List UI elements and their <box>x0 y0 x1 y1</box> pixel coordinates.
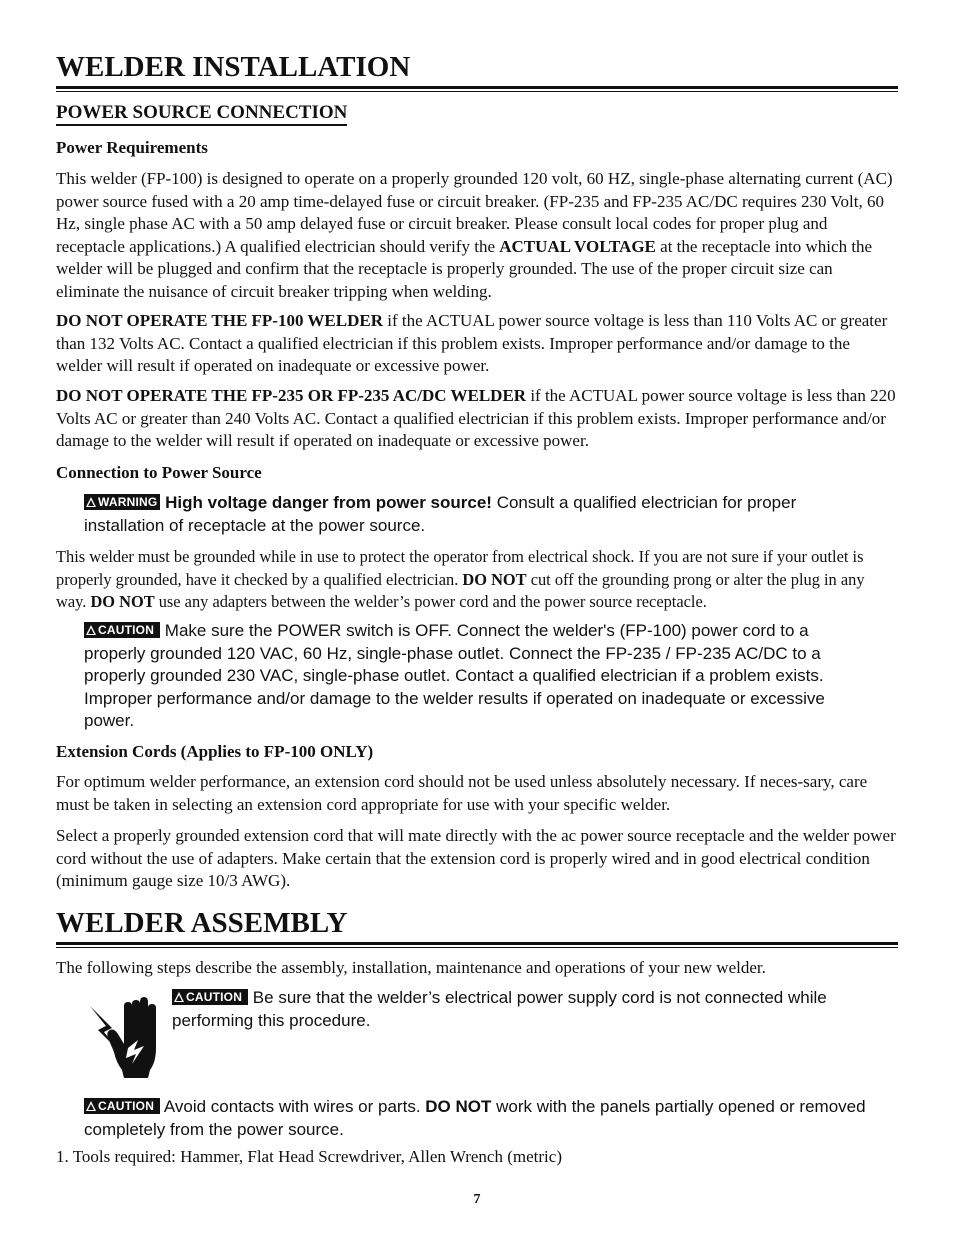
caution-3-bold: DO NOT <box>425 1097 492 1116</box>
page-title-assembly: WELDER ASSEMBLY <box>56 907 348 939</box>
step-1-tools: 1. Tools required: Hammer, Flat Head Screwdriver, Allen Wrench (metric) <box>56 1147 562 1166</box>
title-rule <box>56 86 898 92</box>
assembly-rule <box>56 942 898 948</box>
paragraph-grounding: This welder must be grounded while in use to protect the operator from electrical shock. If you are not sure if your outlet is properly grounded, have it checked by a qualified electrician. DO NOT cut off the grounding prong or alter the plug in any way. DO NOT use any adapters between the welder’s power cord and the power source receptacle. <box>56 547 865 611</box>
heading-connection: Connection to Power Source <box>56 463 262 482</box>
warning-triangle-icon <box>86 497 96 507</box>
caution-power-switch <box>84 620 874 733</box>
caution-wires <box>84 1096 874 1141</box>
page-title-installation: WELDER INSTALLATION <box>56 51 411 83</box>
caution-power-cord <box>172 987 872 1032</box>
subtitle-text: POWER SOURCE CONNECTION <box>56 103 347 126</box>
paragraph-fp100-limits: DO NOT OPERATE THE FP-100 WELDER if the ACTUAL power source voltage is less than 110 Volts AC or greater than 132 Volts AC. Contact a qualified electrician if this problem exists. Improper performance and/or damage to the welder will result if operated on inadequate or excessive power. <box>56 311 888 375</box>
caution-badge-2: CAUTION <box>172 989 248 1005</box>
paragraph-assembly-intro: The following steps describe the assembly, installation, maintenance and operations of your new welder. <box>56 958 766 977</box>
caution-badge: CAUTION <box>84 622 160 638</box>
caution-triangle-icon-2 <box>174 992 184 1002</box>
paragraph-extension-2: Select a properly grounded extension cord that will mate directly with the ac power source receptacle and the welder power cord without the use of adapters. Make certain that the extension cord is properly wired and in good electrical condition (minimum gauge size 10/3 AWG). <box>56 826 896 890</box>
caution-3-text-b: work with the panels partially opened or removed completely from the power source. <box>84 1097 866 1139</box>
warning-bold-text: High voltage danger from power source! <box>165 493 492 512</box>
caution-triangle-icon-3 <box>86 1101 96 1111</box>
section-installation-header <box>56 52 898 92</box>
paragraph-fp235-limits: DO NOT OPERATE THE FP-235 OR FP-235 AC/DC WELDER if the ACTUAL power source voltage is less than 220 Volts AC or greater than 240 Volts AC. Contact a qualified electrician if this problem exists. Improper performance and/or damage to the welder will result if operated on inadequate or excessive power. <box>56 386 896 450</box>
warning-badge: WARNING <box>84 494 160 510</box>
warning-text: Consult a qualified electrician for proper installation of receptacle at the power source. <box>84 493 797 535</box>
caution-3-text-a: Avoid contacts with wires or parts. <box>163 1097 426 1116</box>
heading-extension-cords: Extension Cords (Applies to FP-100 ONLY) <box>56 742 374 761</box>
heading-power-requirements: Power Requirements <box>56 138 208 157</box>
page-number: 7 <box>473 1192 481 1207</box>
caution-triangle-icon <box>86 625 96 635</box>
electric-shock-hand-icon <box>88 992 164 1080</box>
paragraph-power-requirements: This welder (FP-100) is designed to operate on a properly grounded 120 volt, 60 HZ, single-phase alternating current (AC) power source fused with a 20 amp time-delayed fuse or circuit breaker. (FP-235 and FP-235 AC/DC requires 230 Volt, 60 Hz, single phase AC with a 50 amp delayed fuse or circuit breaker. Please consult local codes for proper plug and receptacle applications.) A qualified electrician should verify the ACTUAL VOLTAGE at the receptacle into which the welder will be plugged and confirm that the receptacle is properly grounded. The use of the proper circuit size can eliminate the nuisance of circuit breaker tripping when welding. <box>56 169 893 301</box>
subtitle-power-source <box>56 103 347 126</box>
section-assembly-header <box>56 908 898 948</box>
caution-text: Make sure the POWER switch is OFF. Connect the welder's (FP-100) power cord to a properly grounded 120 VAC, 60 Hz, single-phase outlet. Connect the FP-235 / FP-235 AC/DC to a properly grounded 230 VAC, single-phase outlet. Contact a qualified electrician if a problem exists. Improper performance and/or damage to the welder results if operated on inadequate or excessive power. <box>84 621 825 730</box>
caution-badge-3: CAUTION <box>84 1098 160 1114</box>
caution-2-text: Be sure that the welder’s electrical power supply cord is not connected while performing this procedure. <box>172 988 827 1030</box>
warning-high-voltage <box>84 492 844 537</box>
paragraph-extension-1: For optimum welder performance, an extension cord should not be used unless absolutely necessary. If neces-sary, care must be taken in selecting an extension cord appropriate for use with your specific welder. <box>56 772 868 814</box>
